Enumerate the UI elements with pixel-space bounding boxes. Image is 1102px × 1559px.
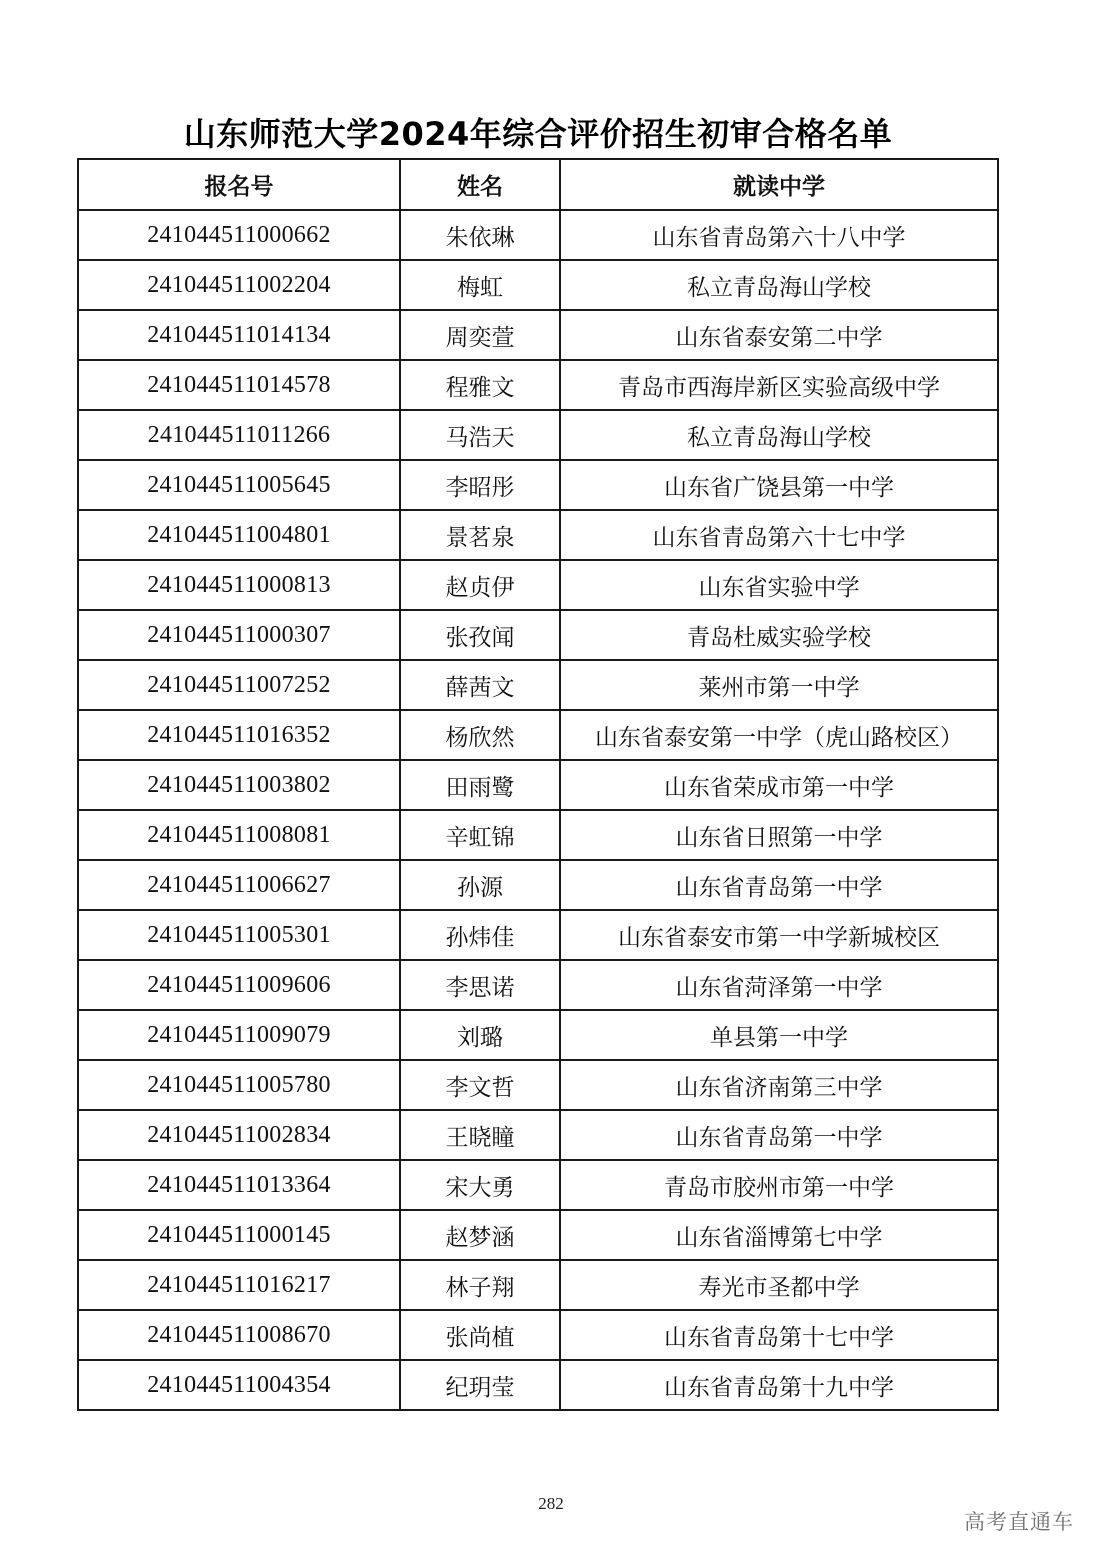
cell-registration-number: 241044511004354 — [78, 1360, 400, 1410]
cell-name: 赵贞伊 — [400, 560, 560, 610]
cell-name: 赵梦涵 — [400, 1210, 560, 1260]
cell-name: 周奕萱 — [400, 310, 560, 360]
cell-name: 纪玥莹 — [400, 1360, 560, 1410]
table-row — [78, 260, 998, 310]
cell-registration-number: 241044511004801 — [78, 510, 400, 560]
table-row — [78, 310, 998, 360]
table-row — [78, 1260, 998, 1310]
cell-name: 李文哲 — [400, 1060, 560, 1110]
table-body — [78, 210, 998, 1410]
table-row — [78, 660, 998, 710]
cell-name: 李昭彤 — [400, 460, 560, 510]
cell-school: 山东省泰安市第一中学新城校区 — [560, 910, 998, 960]
cell-registration-number: 241044511014578 — [78, 360, 400, 410]
table-row — [78, 1210, 998, 1260]
cell-name: 孙源 — [400, 860, 560, 910]
table-row — [78, 910, 998, 960]
cell-registration-number: 241044511000307 — [78, 610, 400, 660]
cell-school: 山东省济南第三中学 — [560, 1060, 998, 1110]
cell-school: 山东省青岛第一中学 — [560, 1110, 998, 1160]
cell-registration-number: 241044511000813 — [78, 560, 400, 610]
cell-registration-number: 241044511000662 — [78, 210, 400, 260]
cell-school: 山东省荣成市第一中学 — [560, 760, 998, 810]
cell-name: 李思诺 — [400, 960, 560, 1010]
table-row — [78, 410, 998, 460]
admission-list-table — [77, 158, 999, 1411]
cell-school: 山东省青岛第十七中学 — [560, 1310, 998, 1360]
cell-name: 辛虹锦 — [400, 810, 560, 860]
table-row — [78, 210, 998, 260]
cell-name: 薛茜文 — [400, 660, 560, 710]
cell-registration-number: 241044511013364 — [78, 1160, 400, 1210]
cell-school: 青岛市胶州市第一中学 — [560, 1160, 998, 1210]
cell-name: 王晓瞳 — [400, 1110, 560, 1160]
cell-registration-number: 241044511008081 — [78, 810, 400, 860]
header-name: 姓名 — [400, 159, 560, 210]
table-row — [78, 810, 998, 860]
cell-school: 山东省菏泽第一中学 — [560, 960, 998, 1010]
cell-school: 私立青岛海山学校 — [560, 410, 998, 460]
cell-school: 青岛杜威实验学校 — [560, 610, 998, 660]
cell-school: 山东省青岛第六十八中学 — [560, 210, 998, 260]
cell-school: 山东省泰安第二中学 — [560, 310, 998, 360]
table-row — [78, 460, 998, 510]
cell-school: 私立青岛海山学校 — [560, 260, 998, 310]
cell-school: 莱州市第一中学 — [560, 660, 998, 710]
table-row — [78, 510, 998, 560]
cell-school: 寿光市圣都中学 — [560, 1260, 998, 1310]
cell-name: 朱依琳 — [400, 210, 560, 260]
cell-registration-number: 241044511005645 — [78, 460, 400, 510]
cell-name: 杨欣然 — [400, 710, 560, 760]
cell-registration-number: 241044511006627 — [78, 860, 400, 910]
cell-name: 马浩天 — [400, 410, 560, 460]
cell-school: 山东省青岛第十九中学 — [560, 1360, 998, 1410]
cell-registration-number: 241044511002204 — [78, 260, 400, 310]
cell-school: 山东省泰安第一中学（虎山路校区） — [560, 710, 998, 760]
cell-name: 梅虹 — [400, 260, 560, 310]
cell-name: 宋大勇 — [400, 1160, 560, 1210]
table-row — [78, 360, 998, 410]
cell-name: 刘璐 — [400, 1010, 560, 1060]
table-row — [78, 1360, 998, 1410]
cell-registration-number: 241044511007252 — [78, 660, 400, 710]
cell-name: 田雨鹭 — [400, 760, 560, 810]
cell-registration-number: 241044511011266 — [78, 410, 400, 460]
page-number: 282 — [538, 1494, 564, 1513]
cell-name: 程雅文 — [400, 360, 560, 410]
cell-school: 山东省青岛第一中学 — [560, 860, 998, 910]
cell-registration-number: 241044511003802 — [78, 760, 400, 810]
cell-school: 山东省青岛第六十七中学 — [560, 510, 998, 560]
table-row — [78, 560, 998, 610]
cell-name: 林子翔 — [400, 1260, 560, 1310]
watermark-logo-text: 高考直通车 — [964, 1510, 1074, 1534]
cell-name: 张孜闻 — [400, 610, 560, 660]
cell-school: 山东省日照第一中学 — [560, 810, 998, 860]
cell-name: 孙炜佳 — [400, 910, 560, 960]
cell-registration-number: 241044511002834 — [78, 1110, 400, 1160]
table-row — [78, 1110, 998, 1160]
cell-registration-number: 241044511000145 — [78, 1210, 400, 1260]
cell-school: 单县第一中学 — [560, 1010, 998, 1060]
document-title: 山东师范大学2024年综合评价招生初审合格名单 — [183, 115, 893, 153]
cell-registration-number: 241044511009606 — [78, 960, 400, 1010]
table-header-row — [78, 159, 998, 210]
cell-registration-number: 241044511005301 — [78, 910, 400, 960]
table-row — [78, 610, 998, 660]
table-row — [78, 760, 998, 810]
cell-name: 景茗泉 — [400, 510, 560, 560]
cell-registration-number: 241044511014134 — [78, 310, 400, 360]
cell-registration-number: 241044511009079 — [78, 1010, 400, 1060]
table-row — [78, 1310, 998, 1360]
cell-registration-number: 241044511016217 — [78, 1260, 400, 1310]
cell-school: 山东省广饶县第一中学 — [560, 460, 998, 510]
table-row — [78, 710, 998, 760]
cell-registration-number: 241044511008670 — [78, 1310, 400, 1360]
header-registration-number: 报名号 — [78, 159, 400, 210]
table-row — [78, 1160, 998, 1210]
cell-school: 山东省淄博第七中学 — [560, 1210, 998, 1260]
cell-school: 青岛市西海岸新区实验高级中学 — [560, 360, 998, 410]
table-row — [78, 1010, 998, 1060]
table-row — [78, 960, 998, 1010]
header-school: 就读中学 — [560, 159, 998, 210]
table-row — [78, 1060, 998, 1110]
table-row — [78, 860, 998, 910]
cell-registration-number: 241044511016352 — [78, 710, 400, 760]
cell-school: 山东省实验中学 — [560, 560, 998, 610]
cell-name: 张尚植 — [400, 1310, 560, 1360]
cell-registration-number: 241044511005780 — [78, 1060, 400, 1110]
